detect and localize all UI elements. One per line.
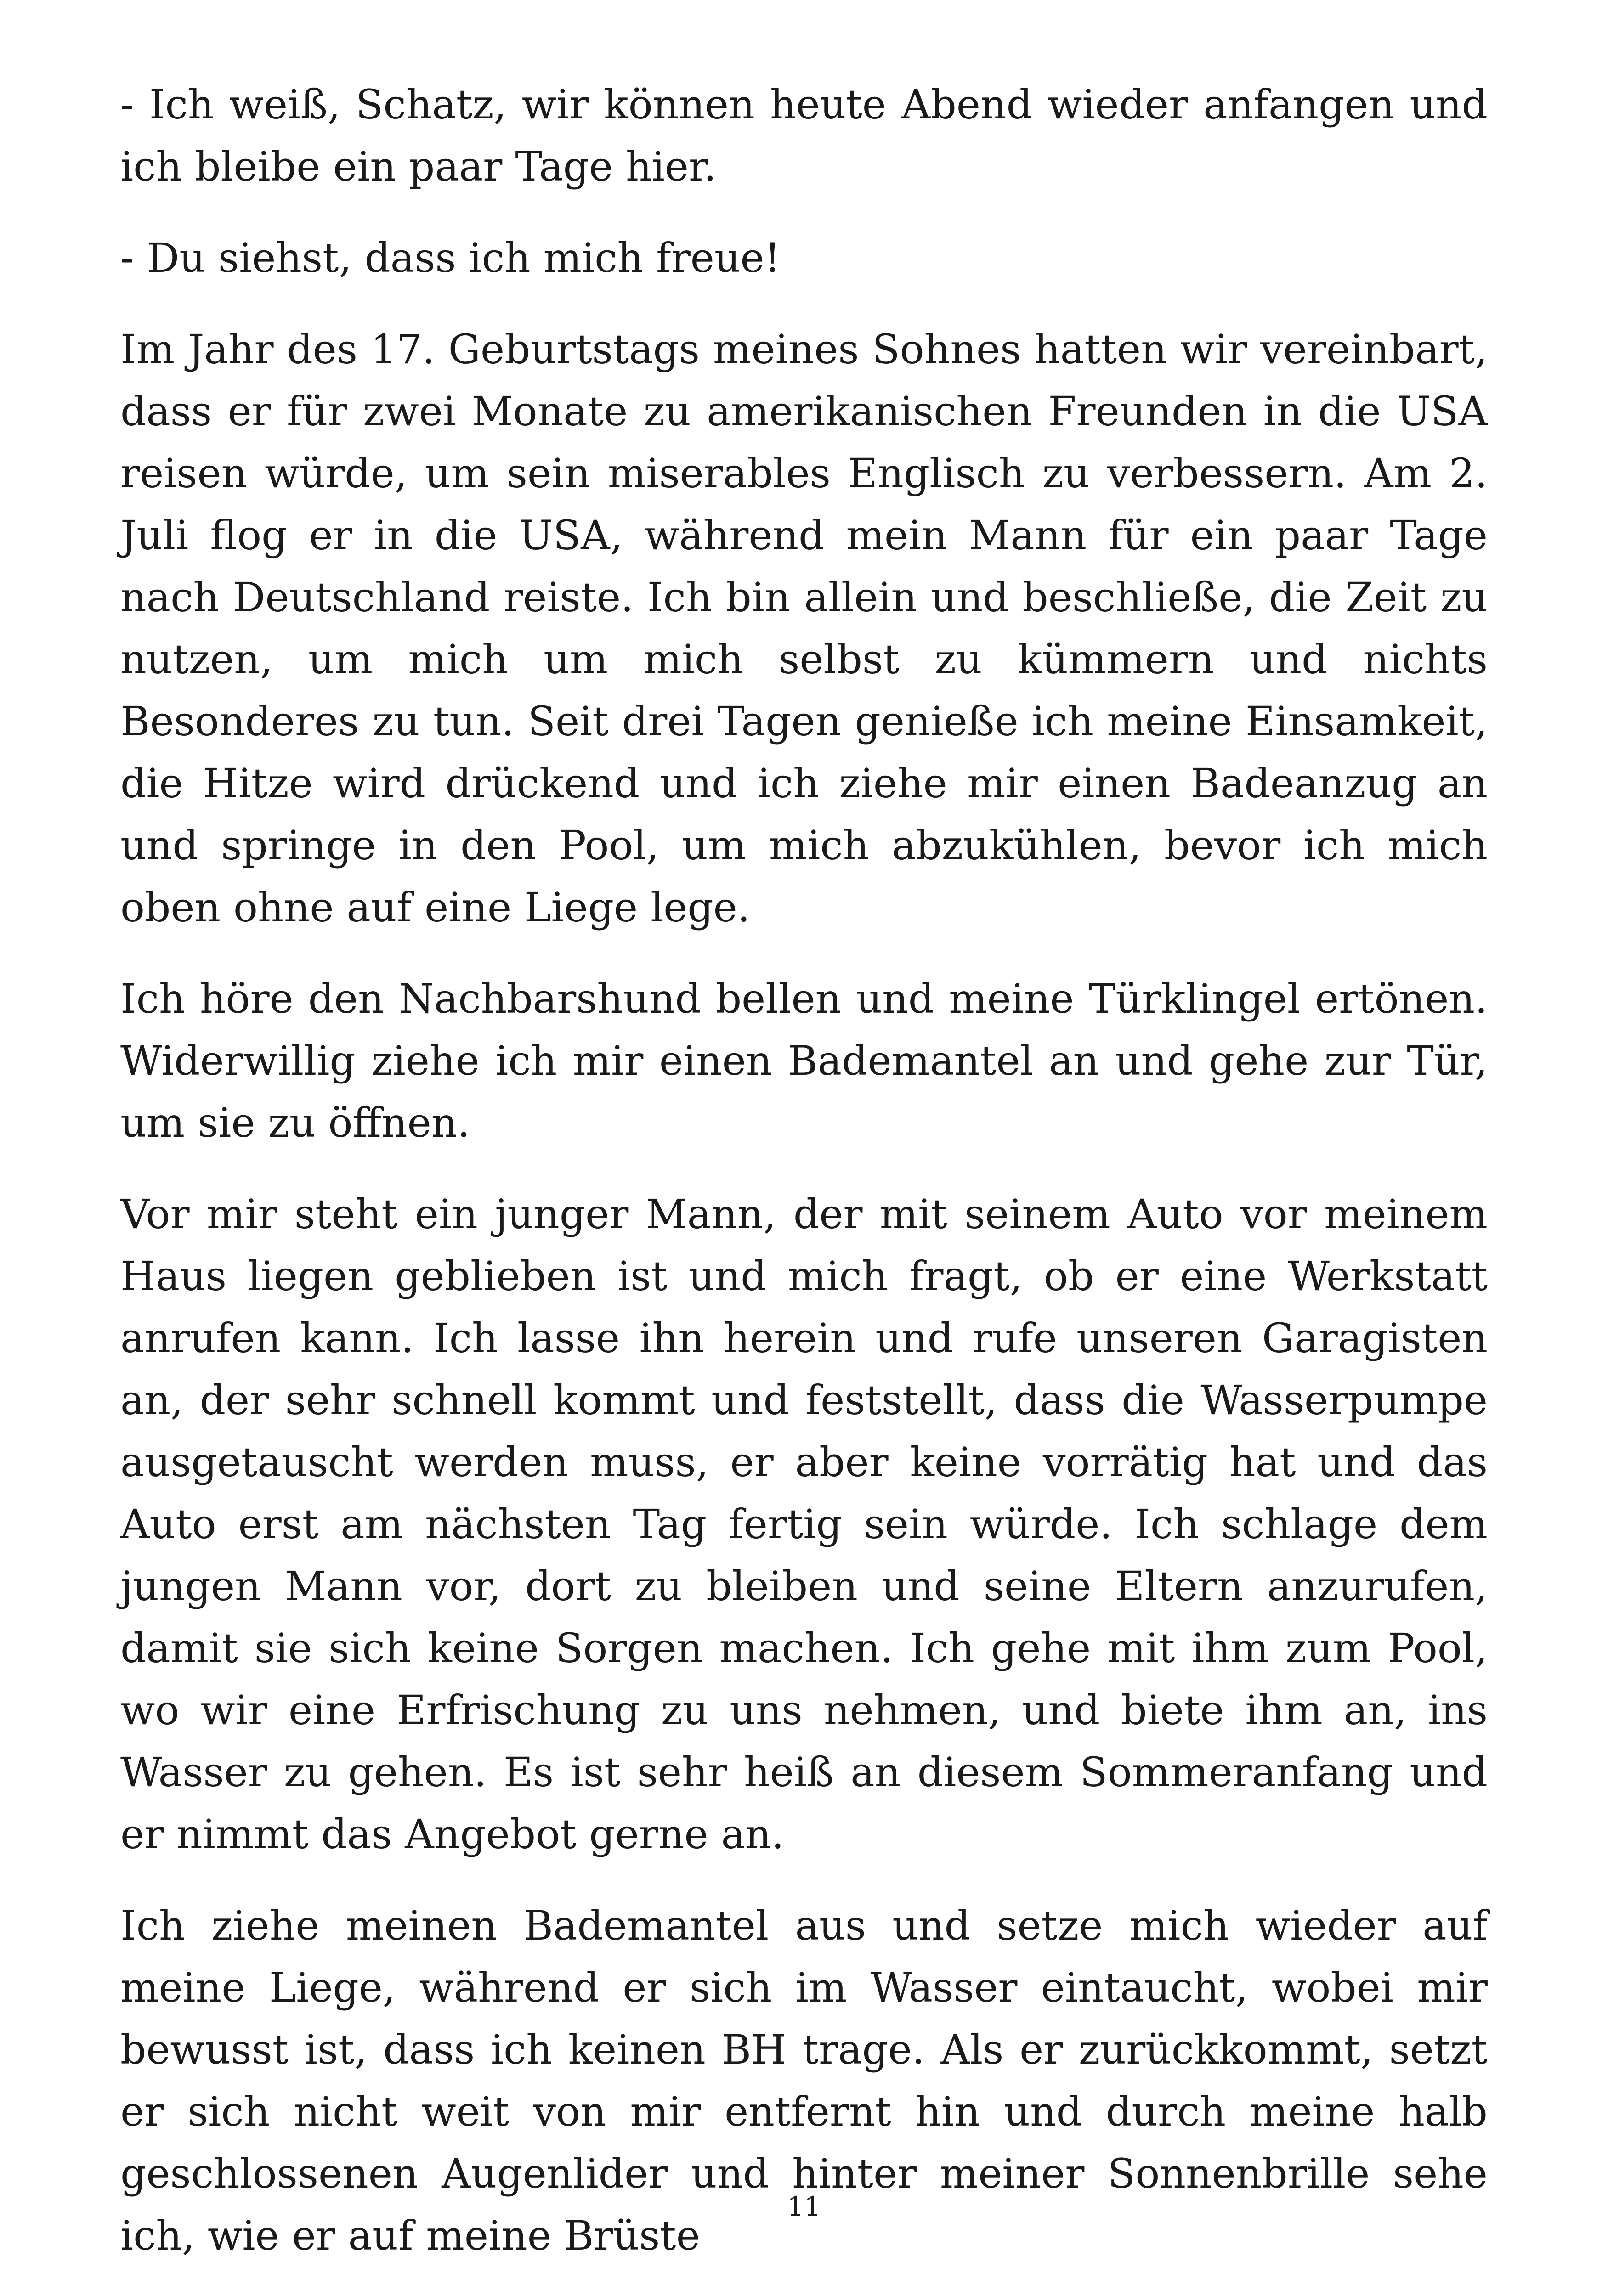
body-text (120, 73, 1488, 2296)
paragraph-2: Ich höre den Nachbarshund bellen und meine Türklingel ertönen. Widerwillig ziehe ich mir einen Bademantel an und gehe zur Tür, um sie zu öffnen. (120, 975, 1488, 1146)
paragraph-dialogue-2: - Du siehst, dass ich mich freue! (120, 234, 781, 282)
paragraph-dialogue-1: - Ich weiß, Schatz, wir können heute Abend wieder anfangen und ich bleibe ein paar Tage hier. (120, 81, 1488, 190)
page-number: 11 (787, 2191, 821, 2222)
paragraph-3: Vor mir steht ein junger Mann, der mit seinem Auto vor meinem Haus liegen geblieben ist und mich fragt, ob er eine Werkstatt anrufen kann. Ich lasse ihn herein und rufe unseren Garagisten an, der sehr schnell kommt und feststellt, dass die Wasserpumpe ausgetauscht werden muss, er aber keine vorrätig hat und das Auto erst am nächsten Tag fertig sein würde. Ich schlage dem jungen Mann vor, dort zu bleiben und seine Eltern anzurufen, damit sie sich keine Sorgen machen. Ich gehe mit ihm zum Pool, wo wir eine Erfrischung zu uns nehmen, und biete ihm an, ins Wasser zu gehen. Es ist sehr heiß an diesem Sommeranfang und er nimmt das Angebot gerne an. (120, 1190, 1488, 1858)
paragraph-4: Ich ziehe meinen Bademantel aus und setze mich wieder auf meine Liege, während er sich im Wasser eintaucht, wobei mir bewusst ist, dass ich keinen BH trage. Als er zurückkommt, setzt er sich nicht weit von mir entfernt hin und durch meine halb geschlossenen Augenlider und hinter meiner Sonnenbrille sehe ich, wie er auf meine Brüste (120, 1902, 1488, 2259)
paragraph-1: Im Jahr des 17. Geburtstags meines Sohnes hatten wir vereinbart, dass er für zwei Monate zu amerikanischen Freunden in die USA reisen würde, um sein miserables Englisch zu verbessern. Am 2. Juli flog er in die USA, während mein Mann für ein paar Tage nach Deutschland reiste. Ich bin allein und beschließe, die Zeit zu nutzen, um mich um mich selbst zu kümmern und nichts Besonderes zu tun. Seit drei Tagen genieße ich meine Einsamkeit, die Hitze wird drückend und ich ziehe mir einen Badeanzug an und springe in den Pool, um mich abzukühlen, bevor ich mich oben ohne auf eine Liege lege. (120, 326, 1488, 931)
